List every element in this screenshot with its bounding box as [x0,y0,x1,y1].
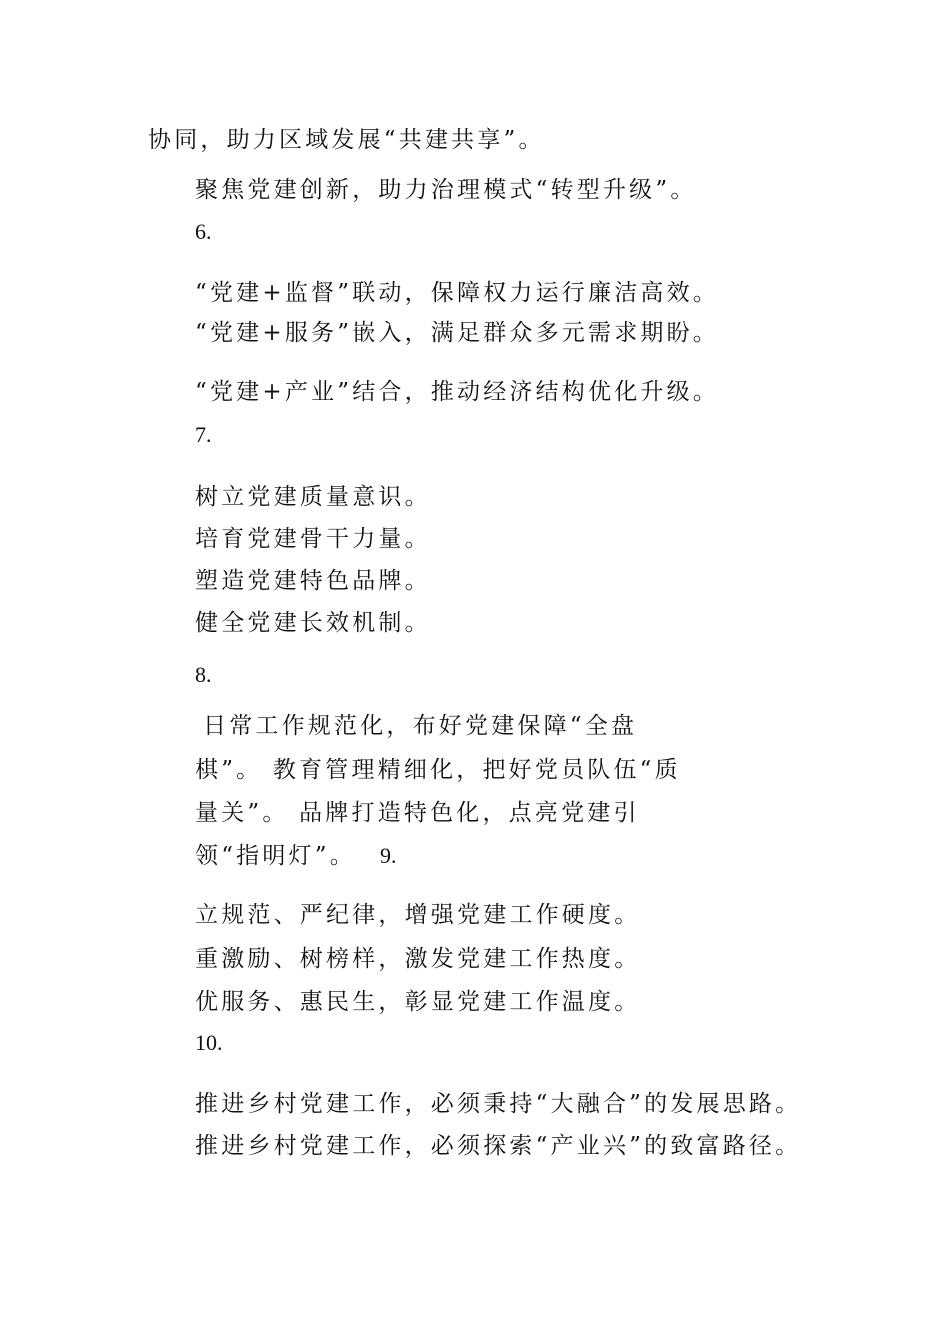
text-line: 推进乡村党建工作，必须秉持“大融合”的发展思路。 [195,1091,802,1117]
text-line: 重激励、树榜样，激发党建工作热度。 [195,946,641,972]
text-line: 培育党建骨干力量。 [195,526,431,552]
text-line: 推进乡村党建工作，必须探索“产业兴”的致富路径。 [195,1133,802,1159]
text-line: 协同，助力区域发展“共建共享”。 [148,127,545,153]
text-line: 树立党建质量意识。 [195,484,431,510]
text-line: 量关”。 品牌打造特色化，点亮党建引 [195,800,640,826]
section-number: 7. [195,422,212,447]
section-number: 10. [195,1030,223,1055]
text-line: “党建+服务”嵌入，满足群众多元需求期盼。 [195,320,719,346]
text-line: 健全党建长效机制。 [195,610,431,636]
text-line: 领“指明灯”。 [195,843,356,869]
text-line: 塑造党建特色品牌。 [195,568,431,594]
section-number: 9. [380,843,397,868]
section-number: 6. [195,219,212,244]
text-line: 立规范、严纪律，增强党建工作硬度。 [195,902,641,928]
text-line: 日常工作规范化，布好党建保障“全盘 [203,713,638,739]
section-number: 8. [195,662,212,687]
text-line: 聚焦党建创新，助力治理模式“转型升级”。 [195,177,697,203]
text-line: 棋”。 教育管理精细化，把好党员队伍“质 [195,757,681,783]
text-line: “党建+产业”结合，推动经济结构优化升级。 [195,379,719,405]
text-line: “党建+监督”联动，保障权力运行廉洁高效。 [195,280,719,306]
text-line: 优服务、惠民生，彰显党建工作温度。 [195,989,641,1015]
